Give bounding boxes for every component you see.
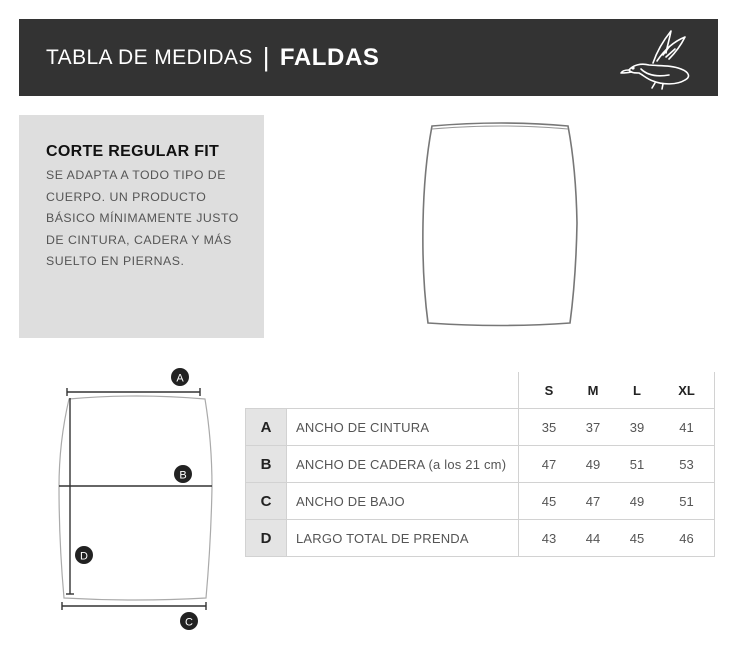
page-title [46, 41, 380, 75]
size-table [245, 372, 715, 557]
cell-value: 43 [519, 520, 572, 557]
size-header-l: L [615, 372, 659, 409]
title-separator: | [262, 41, 270, 72]
cell-value: 37 [571, 409, 615, 446]
marker-c [180, 612, 198, 630]
fit-description: SE ADAPTA A TODO TIPO DE CUERPO. UN PRODUCTO BÁSICO MÍNIMAMENTE JUSTO DE CINTURA, CADERA Y MÁS SUELTO EN PIERNAS. [46, 168, 239, 268]
header-bar [19, 19, 718, 96]
marker-d [75, 546, 93, 564]
cell-value: 41 [659, 409, 715, 446]
row-label: ANCHO DE BAJO [287, 483, 519, 520]
row-letter: D [246, 520, 287, 557]
cell-value: 49 [615, 483, 659, 520]
cell-value: 45 [519, 483, 572, 520]
table-row [246, 483, 715, 520]
cell-value: 51 [659, 483, 715, 520]
row-letter: B [246, 446, 287, 483]
skirt-illustration [420, 118, 585, 333]
svg-text:C: C [185, 616, 193, 629]
cell-value: 47 [519, 446, 572, 483]
cell-value: 46 [659, 520, 715, 557]
cell-value: 47 [571, 483, 615, 520]
table-row [246, 520, 715, 557]
title-light: TABLA DE MEDIDAS [46, 46, 253, 69]
row-letter: C [246, 483, 287, 520]
size-header-m: M [571, 372, 615, 409]
row-label: LARGO TOTAL DE PRENDA [287, 520, 519, 557]
table-row [246, 409, 715, 446]
marker-a [171, 368, 189, 386]
size-header-row [246, 372, 715, 409]
cell-value: 53 [659, 446, 715, 483]
svg-text:B: B [179, 469, 187, 482]
size-header-s: S [519, 372, 572, 409]
cell-value: 44 [571, 520, 615, 557]
size-header-xl: XL [659, 372, 715, 409]
svg-text:A: A [176, 372, 184, 385]
svg-text:D: D [80, 550, 88, 563]
title-bold: FALDAS [279, 44, 380, 71]
cell-value: 49 [571, 446, 615, 483]
cell-value: 35 [519, 409, 572, 446]
fit-info-box [19, 115, 264, 338]
marker-b [174, 465, 192, 483]
measurement-diagram [50, 362, 230, 637]
fit-title: CORTE REGULAR FIT [46, 143, 220, 160]
cell-value: 45 [615, 520, 659, 557]
duck-logo-icon [619, 25, 695, 91]
row-label: ANCHO DE CADERA (a los 21 cm) [287, 446, 519, 483]
row-label: ANCHO DE CINTURA [287, 409, 519, 446]
cell-value: 39 [615, 409, 659, 446]
row-letter: A [246, 409, 287, 446]
table-row [246, 446, 715, 483]
cell-value: 51 [615, 446, 659, 483]
